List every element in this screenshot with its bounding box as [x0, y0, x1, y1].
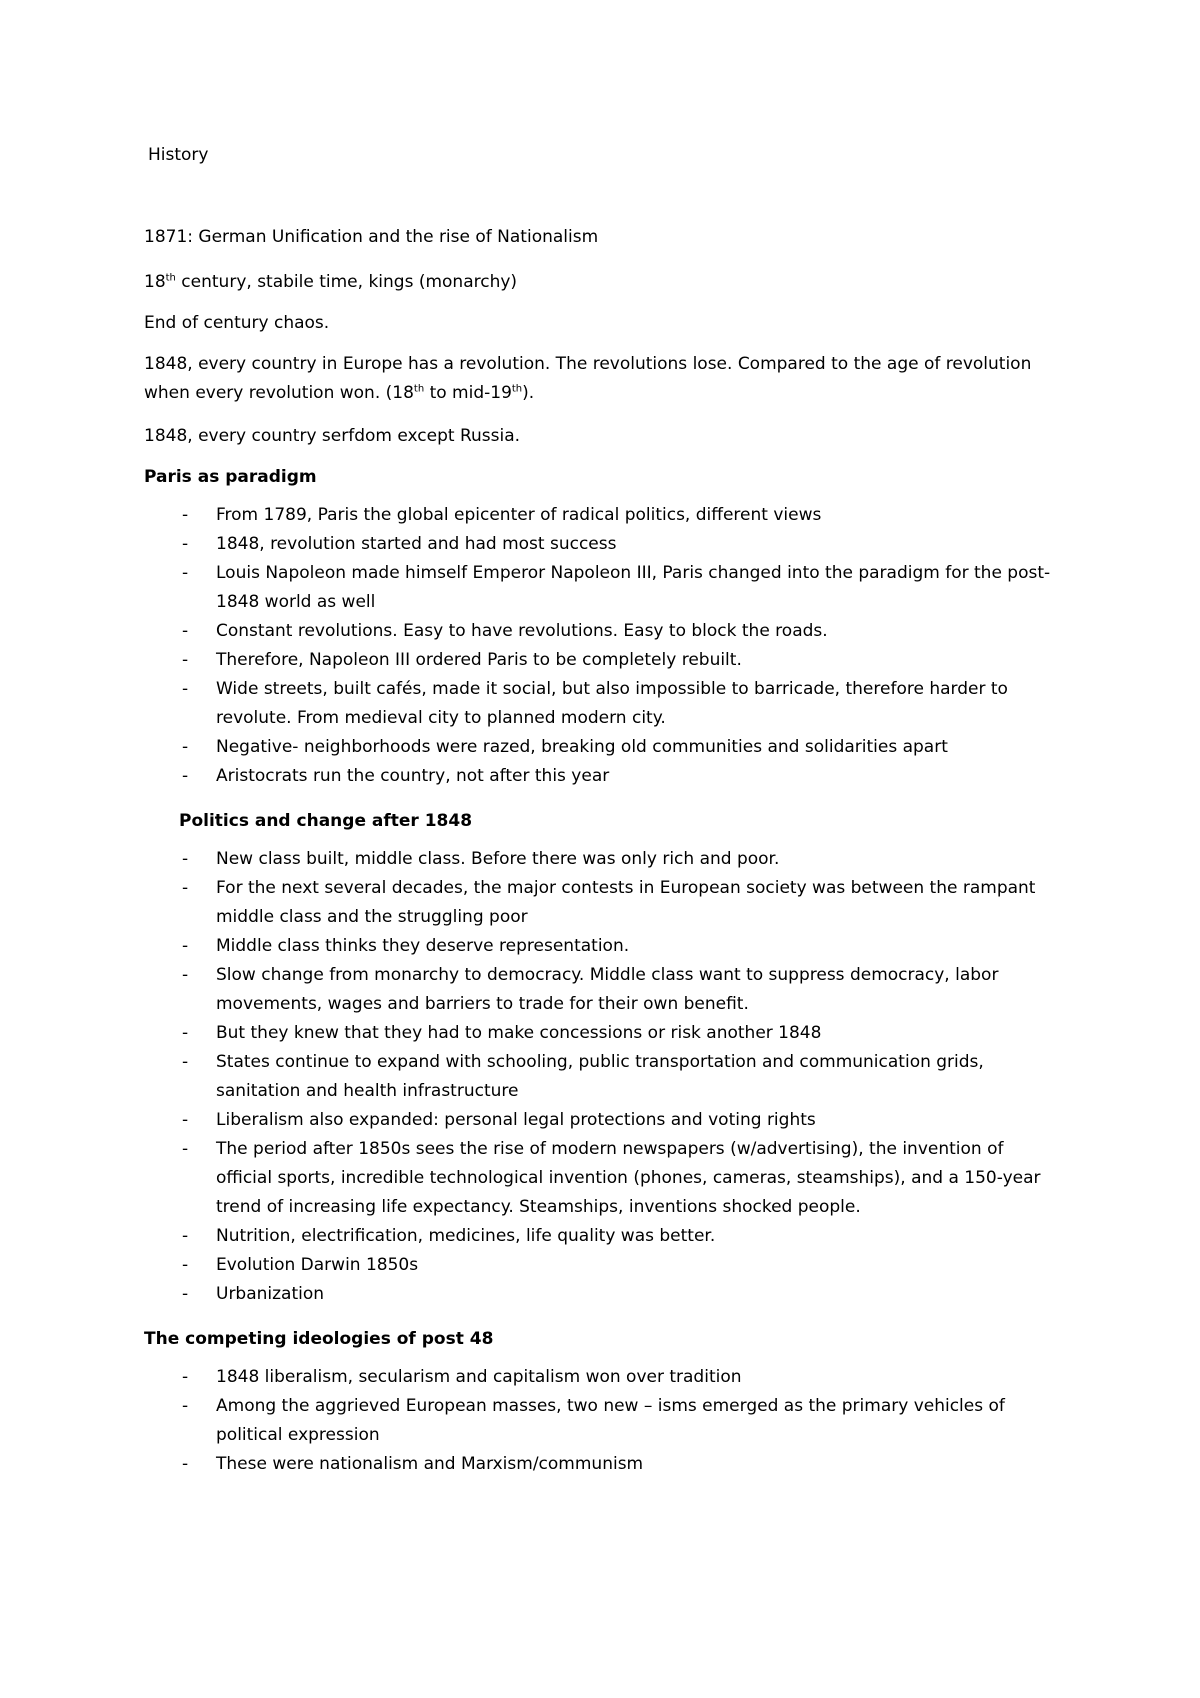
list-item: [144, 646, 1064, 675]
list-item-text: States continue to expand with schooling, public transportation and communication grids, sanitation and health infrastructure: [216, 1052, 984, 1101]
bullet-list: [144, 1363, 1064, 1479]
document-title: History: [148, 145, 209, 165]
list-item: [144, 961, 1064, 1019]
dash-bullet: -: [182, 679, 189, 699]
section-heading: Politics and change after 1848: [179, 811, 473, 831]
list-item: [144, 1106, 1064, 1135]
list-item-text: Louis Napoleon made himself Emperor Napoleon III, Paris changed into the paradigm for the post-1848 world as well: [216, 563, 1051, 612]
list-item-text: From 1789, Paris the global epicenter of radical politics, different views: [216, 505, 822, 525]
document-page: [144, 143, 1064, 1479]
section-heading: The competing ideologies of post 48: [144, 1329, 494, 1349]
dash-bullet: -: [182, 1139, 189, 1159]
list-item-text: 1848, revolution started and had most success: [216, 534, 617, 554]
dash-bullet: -: [182, 766, 189, 786]
list-item: [144, 1135, 1064, 1222]
list-item-text: Wide streets, built cafés, made it social, but also impossible to barricade, therefore harder to revolute. From medieval city to planned modern city.: [216, 679, 1008, 728]
dash-bullet: -: [182, 878, 189, 898]
dash-bullet: -: [182, 621, 189, 641]
intro-paragraph: [144, 268, 1064, 297]
list-item-text: Aristocrats run the country, not after this year: [216, 766, 610, 786]
dash-bullet: -: [182, 1396, 189, 1416]
intro-text: 1848, every country serfdom except Russia.: [144, 426, 521, 446]
list-item-text: New class built, middle class. Before there was only rich and poor.: [216, 849, 780, 869]
superscript-text: th: [165, 272, 176, 284]
list-item-text: Constant revolutions. Easy to have revolutions. Easy to block the roads.: [216, 621, 828, 641]
dash-bullet: -: [182, 936, 189, 956]
dash-bullet: -: [182, 505, 189, 525]
list-item-text: Slow change from monarchy to democracy. Middle class want to suppress democracy, labor movements, wages and barriers to trade for their own benefit.: [216, 965, 999, 1014]
list-item: [144, 1251, 1064, 1280]
superscript-text: th: [413, 383, 425, 395]
list-item-text: Therefore, Napoleon III ordered Paris to be completely rebuilt.: [216, 650, 742, 670]
list-item-text: 1848 liberalism, secularism and capitalism won over tradition: [216, 1367, 742, 1387]
list-item: [144, 1363, 1064, 1392]
intro-text: 18: [144, 272, 166, 292]
list-item-text: Nutrition, electrification, medicines, life quality was better.: [216, 1226, 716, 1246]
list-item: [144, 1280, 1064, 1309]
intro-text: End of century chaos.: [144, 313, 330, 333]
intro-text: to mid-19: [424, 383, 512, 403]
bullet-list: [144, 501, 1064, 791]
intro-paragraph: [144, 422, 1064, 451]
intro-text: century, stabile time, kings (monarchy): [175, 272, 518, 292]
list-item: [144, 1048, 1064, 1106]
intro-block: [144, 223, 1064, 451]
list-item: [144, 617, 1064, 646]
list-item: [144, 762, 1064, 791]
list-item: [144, 1450, 1064, 1479]
dash-bullet: -: [182, 1226, 189, 1246]
list-item: [144, 874, 1064, 932]
list-item: [144, 530, 1064, 559]
intro-paragraph: [144, 309, 1064, 338]
intro-text: 1848, every country in Europe has a revolution. The revolutions lose. Compared to the age of revolution when every revolution won. (18: [144, 354, 1032, 403]
intro-text: 1871: German Unification and the rise of Nationalism: [144, 227, 599, 247]
list-item: [144, 675, 1064, 733]
dash-bullet: -: [182, 1110, 189, 1130]
list-item-text: Evolution Darwin 1850s: [216, 1255, 419, 1275]
list-item: [144, 559, 1064, 617]
list-item: [144, 1222, 1064, 1251]
list-item: [144, 1392, 1064, 1450]
intro-paragraph: [144, 223, 1064, 252]
superscript-text: th: [511, 383, 523, 395]
list-item: [144, 932, 1064, 961]
list-item: [144, 501, 1064, 530]
list-item-text: Among the aggrieved European masses, two new – isms emerged as the primary vehicles of political expression: [216, 1396, 1005, 1445]
dash-bullet: -: [182, 534, 189, 554]
dash-bullet: -: [182, 1052, 189, 1072]
dash-bullet: -: [182, 849, 189, 869]
section-heading: Paris as paradigm: [144, 467, 317, 487]
intro-paragraph: [144, 350, 1064, 408]
list-item-text: For the next several decades, the major contests in European society was between the rampant middle class and the struggling poor: [216, 878, 1036, 927]
intro-text: ).: [522, 383, 535, 403]
list-item: [144, 1019, 1064, 1048]
dash-bullet: -: [182, 563, 189, 583]
list-item: [144, 733, 1064, 762]
list-item-text: These were nationalism and Marxism/communism: [216, 1454, 644, 1474]
dash-bullet: -: [182, 1454, 189, 1474]
list-item-text: Middle class thinks they deserve representation.: [216, 936, 630, 956]
dash-bullet: -: [182, 737, 189, 757]
dash-bullet: -: [182, 1284, 189, 1304]
dash-bullet: -: [182, 1255, 189, 1275]
sections-block: [144, 465, 1064, 1479]
dash-bullet: -: [182, 650, 189, 670]
list-item: [144, 845, 1064, 874]
list-item-text: But they knew that they had to make concessions or risk another 1848: [216, 1023, 822, 1043]
bullet-list: [144, 845, 1064, 1309]
list-item-text: Negative- neighborhoods were razed, breaking old communities and solidarities apart: [216, 737, 948, 757]
list-item-text: The period after 1850s sees the rise of modern newspapers (w/advertising), the invention of official sports, incredible technological invention (phones, cameras, steamships), and a 150-year trend of increasing life expectancy. Steamships, inventions shocked people.: [216, 1139, 1041, 1217]
list-item-text: Urbanization: [216, 1284, 325, 1304]
dash-bullet: -: [182, 1367, 189, 1387]
dash-bullet: -: [182, 1023, 189, 1043]
dash-bullet: -: [182, 965, 189, 985]
list-item-text: Liberalism also expanded: personal legal protections and voting rights: [216, 1110, 816, 1130]
